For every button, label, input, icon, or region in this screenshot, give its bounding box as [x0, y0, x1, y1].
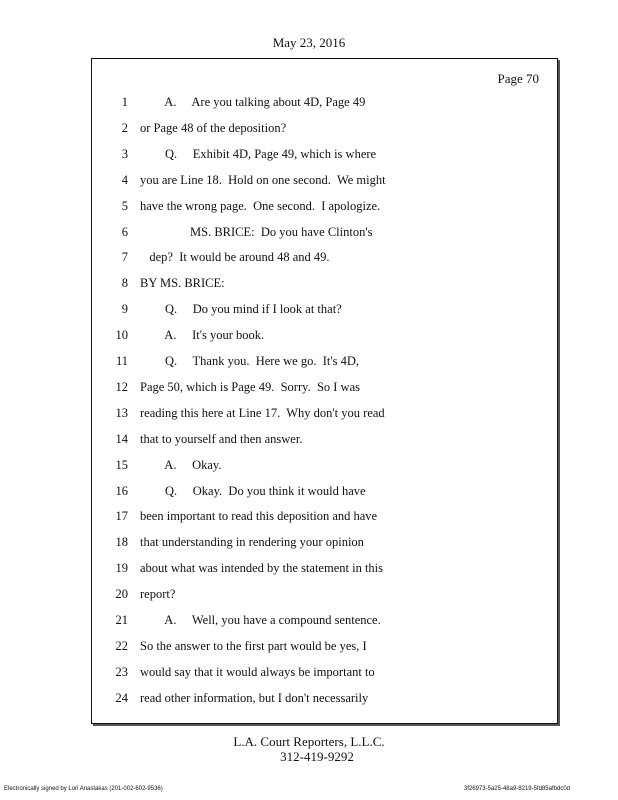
line-text: Page 50, which is Page 49. Sorry. So I was: [140, 379, 361, 394]
line-text: that to yourself and then answer.: [140, 431, 303, 446]
line-text: reading this here at Line 17. Why don't you read: [140, 405, 385, 420]
transcript-line: [92, 351, 557, 371]
line-number: 22: [115, 638, 128, 653]
line-text: that understanding in rendering your opinion: [140, 535, 364, 550]
line-number: 1: [121, 95, 128, 109]
line-text: So the answer to the first part would be yes, I: [140, 638, 367, 653]
line-text: dep? It would be around 48 and 49.: [140, 250, 330, 265]
transcript-line: [92, 222, 557, 242]
line-text: read other information, but I don't necessarily: [140, 690, 369, 705]
line-text: A. Okay.: [140, 457, 222, 472]
line-number: 5: [121, 198, 128, 213]
line-text: MS. BRICE: Do you have Clinton's: [140, 224, 373, 239]
transcript-line: [92, 377, 557, 397]
line-number: 7: [121, 250, 128, 265]
line-text: A. It's your book.: [140, 328, 265, 343]
line-number: 18: [115, 535, 128, 550]
transcript-line: [92, 273, 557, 293]
line-text: A. Are you talking about 4D, Page 49: [140, 95, 366, 109]
transcript-line: [92, 196, 557, 216]
document-hash: 3f26973-5a25-48a9-8219-5fd85afbdc0d: [463, 786, 570, 792]
line-text: report?: [140, 587, 176, 602]
line-number: 4: [121, 172, 128, 187]
transcript-line: [92, 170, 557, 190]
line-number: 16: [115, 483, 128, 498]
line-text: Q. Do you mind if I look at that?: [140, 302, 342, 317]
line-number: 10: [115, 328, 128, 343]
line-text: Q. Thank you. Here we go. It's 4D,: [140, 354, 360, 368]
line-text: have the wrong page. One second. I apologize.: [140, 198, 381, 213]
transcript-line: [92, 455, 557, 475]
line-text: been important to read this deposition and have: [140, 509, 378, 524]
transcript-line: [92, 118, 557, 138]
transcript-line: [92, 481, 557, 501]
line-number: 24: [115, 690, 128, 705]
transcript-date: May 23, 2016: [272, 35, 346, 50]
transcript-line: [92, 506, 557, 526]
line-number: 23: [115, 664, 128, 679]
transcript-line: [92, 247, 557, 267]
line-text: A. Well, you have a compound sentence.: [140, 613, 381, 627]
transcript-line: [92, 662, 557, 682]
transcript-line: [92, 144, 557, 164]
line-number: 19: [115, 561, 128, 576]
line-text: BY MS. BRICE:: [140, 276, 225, 291]
transcript-line: [92, 532, 557, 552]
line-text: Q. Okay. Do you think it would have: [140, 483, 366, 498]
transcript-line: [92, 429, 557, 449]
line-number: 13: [115, 405, 128, 420]
line-text: you are Line 18. Hold on one second. We might: [140, 172, 386, 187]
line-text: or Page 48 of the deposition?: [140, 120, 287, 135]
transcript-line: [92, 325, 557, 345]
line-text: about what was intended by the statement in this: [140, 561, 384, 576]
line-number: 20: [115, 587, 128, 602]
line-text: Q. Exhibit 4D, Page 49, which is where: [140, 146, 377, 161]
transcript-line: [92, 636, 557, 656]
transcript-line: [92, 688, 557, 708]
line-text: would say that it would always be important to: [140, 664, 375, 679]
line-number: 2: [121, 120, 128, 135]
line-number: 21: [115, 613, 128, 627]
transcript-line: [92, 558, 557, 578]
line-number: 6: [121, 224, 128, 239]
line-number: 17: [115, 509, 128, 524]
page-number: Page 70: [497, 71, 539, 86]
transcript-line: [92, 92, 557, 112]
transcript-line: [92, 610, 557, 630]
line-number: 15: [115, 457, 128, 472]
line-number: 9: [121, 302, 128, 317]
line-number: 11: [115, 354, 128, 368]
transcript-line: [92, 403, 557, 423]
line-number: 8: [121, 276, 128, 291]
line-number: 3: [121, 146, 128, 161]
electronic-signature: Electronically signed by Lori Anastakas (201-002-602-9536): [4, 786, 163, 792]
line-number: 14: [115, 431, 128, 446]
reporter-company: L.A. Court Reporters, L.L.C.: [233, 734, 385, 749]
transcript-page: [91, 58, 558, 724]
line-number: 12: [115, 379, 128, 394]
transcript-line: [92, 584, 557, 604]
transcript-line: [92, 299, 557, 319]
reporter-phone: 312-419-9292: [280, 749, 354, 764]
